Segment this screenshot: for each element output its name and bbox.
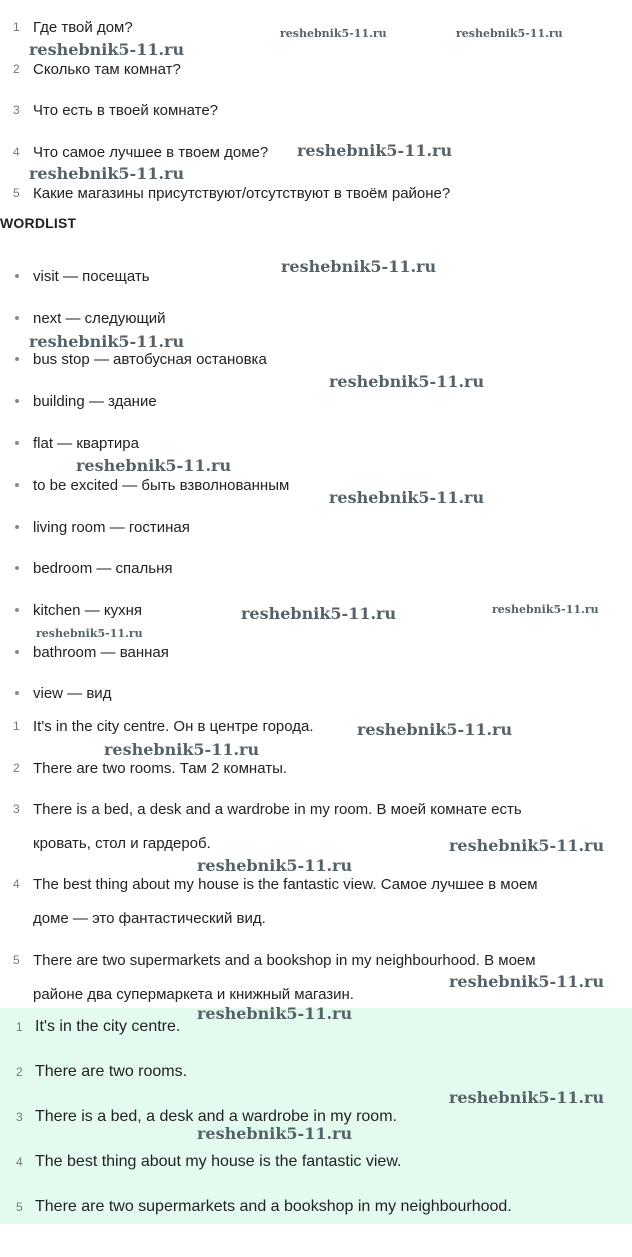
question-number: 3 [13, 103, 20, 117]
bullet-icon [15, 399, 19, 403]
final-answer-text: The best thing about my house is the fantastic view. [35, 1153, 402, 1170]
wordlist-text: kitchen — кухня [33, 601, 142, 619]
bullet-icon [15, 608, 19, 612]
question-number: 5 [13, 186, 20, 200]
wordlist-text: living room — гостиная [33, 518, 190, 536]
bullet-icon [15, 650, 19, 654]
watermark: reshebnik5-11.ru [104, 740, 260, 759]
watermark: reshebnik5-11.ru [297, 141, 453, 160]
bullet-icon [15, 357, 19, 361]
answer-number: 5 [13, 953, 20, 967]
wordlist-text: visit — посещать [33, 267, 150, 285]
final-answer-number: 4 [16, 1155, 23, 1169]
answer-number: 4 [13, 877, 20, 891]
wordlist-heading: WORDLIST [0, 215, 77, 231]
question-text: Сколько там комнат? [33, 60, 181, 78]
watermark: reshebnik5-11.ru [29, 40, 185, 59]
watermark: reshebnik5-11.ru [456, 27, 563, 40]
watermark: reshebnik5-11.ru [329, 488, 485, 507]
question-text: Что есть в твоей комнате? [33, 101, 219, 119]
watermark: reshebnik5-11.ru [281, 257, 437, 276]
final-answer-text: It's in the city centre. [35, 1018, 181, 1035]
bullet-icon [15, 316, 19, 320]
bullet-icon [15, 274, 19, 278]
watermark: reshebnik5-11.ru [29, 332, 185, 351]
final-answer-text: There are two rooms. [35, 1063, 188, 1080]
final-answer-text: There is a bed, a desk and a wardrobe in my room. [35, 1108, 397, 1125]
answer-text: The best thing about my house is the fantastic view. Самое лучшее в моем [33, 875, 538, 893]
answer-text: There is a bed, a desk and a wardrobe in my room. В моей комнате есть [33, 800, 522, 818]
watermark: reshebnik5-11.ru [449, 836, 605, 855]
question-text: Какие магазины присутствуют/отсутствуют в твоём районе? [33, 184, 451, 202]
watermark: reshebnik5-11.ru [449, 1088, 605, 1107]
question-number: 4 [13, 145, 20, 159]
answer-number: 3 [13, 802, 20, 816]
wordlist-text: building — здание [33, 392, 157, 410]
answer-text: районе два супермаркета и книжный магазин. [33, 985, 354, 1003]
final-answer-number: 5 [16, 1200, 23, 1214]
bullet-icon [15, 525, 19, 529]
watermark: reshebnik5-11.ru [329, 372, 485, 391]
watermark: reshebnik5-11.ru [492, 603, 599, 616]
answer-text: There are two rooms. Там 2 комнаты. [33, 759, 288, 777]
final-answer-number: 3 [16, 1110, 23, 1124]
watermark: reshebnik5-11.ru [29, 164, 185, 183]
answer-text: доме — это фантастический вид. [33, 909, 266, 927]
wordlist-text: flat — квартира [33, 434, 139, 452]
final-answer-text: There are two supermarkets and a bookshop in my neighbourhood. [35, 1198, 512, 1215]
answer-text: It's in the city centre. Он в центре города. [33, 717, 314, 735]
bullet-icon [15, 566, 19, 570]
watermark: reshebnik5-11.ru [76, 456, 232, 475]
watermark: reshebnik5-11.ru [197, 856, 353, 875]
question-text: Где твой дом? [33, 18, 133, 36]
question-text: Что самое лучшее в твоем доме? [33, 143, 269, 161]
final-answer-number: 2 [16, 1065, 23, 1079]
watermark: reshebnik5-11.ru [36, 627, 143, 640]
wordlist-text: bus stop — автобусная остановка [33, 350, 267, 368]
bullet-icon [15, 441, 19, 445]
wordlist-text: bathroom — ванная [33, 643, 169, 661]
wordlist-text: next — следующий [33, 309, 166, 327]
final-answer-number: 1 [16, 1020, 23, 1034]
wordlist-text: view — вид [33, 684, 112, 702]
answer-number: 1 [13, 719, 20, 733]
answer-text: There are two supermarkets and a bookshop in my neighbourhood. В моем [33, 951, 536, 969]
watermark: reshebnik5-11.ru [280, 27, 387, 40]
bullet-icon [15, 691, 19, 695]
wordlist-text: bedroom — спальня [33, 559, 173, 577]
answer-text: кровать, стол и гардероб. [33, 834, 211, 852]
watermark: reshebnik5-11.ru [197, 1124, 353, 1143]
watermark: reshebnik5-11.ru [197, 1004, 353, 1023]
question-number: 1 [13, 20, 20, 34]
bullet-icon [15, 483, 19, 487]
answer-number: 2 [13, 761, 20, 775]
watermark: reshebnik5-11.ru [357, 720, 513, 739]
wordlist-text: to be excited — быть взволнованным [33, 476, 290, 494]
watermark: reshebnik5-11.ru [449, 972, 605, 991]
watermark: reshebnik5-11.ru [241, 604, 397, 623]
question-number: 2 [13, 62, 20, 76]
